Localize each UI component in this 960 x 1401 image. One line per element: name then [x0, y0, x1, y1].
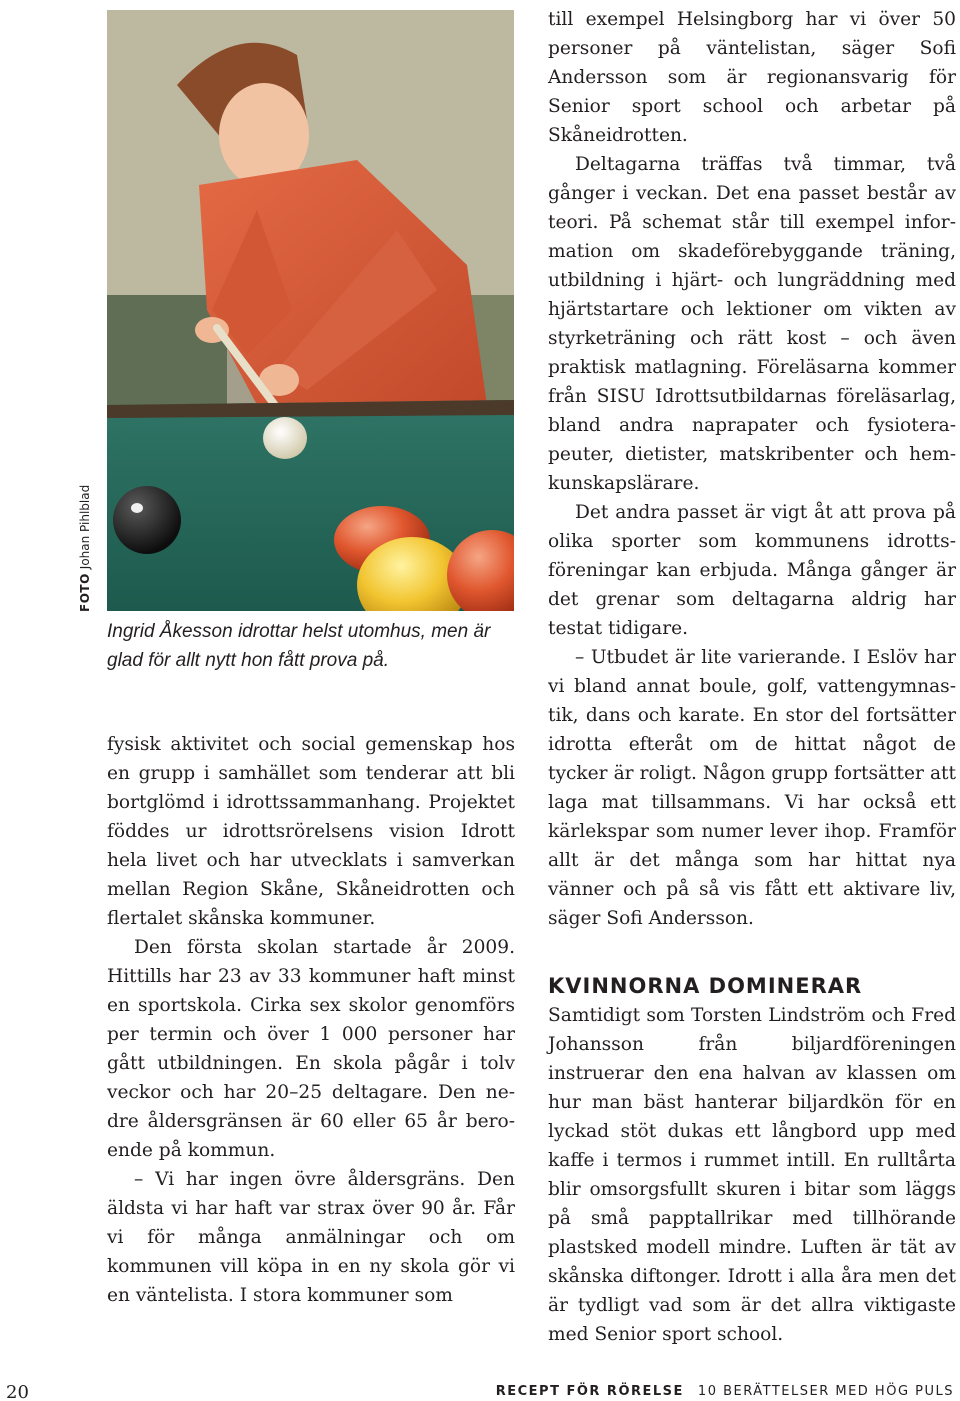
photo-credit-label: FOTO [78, 573, 92, 612]
right-paragraph-1: till exempel Helsingborg har vi över 50 personer på väntelistan, säger Sofi Andersson som är regionansvarig för Senior sport school och arbetar på Skåneidrotten. [548, 9, 956, 146]
article-column-left [107, 730, 515, 1310]
right-paragraph-4: – Utbudet är lite varierande. I Eslöv har vi bland annat boule, golf, vattengymnastik, dans och karate. En stor del fortsätter idrotta efteråt om de hittat något de tycker är roligt. Någon grupp fortsätter att laga mat tillsammans. Vi har också ett kärlekspar som numer lever ihop. Framför allt är det många som har hittat nya vänner och på så vis fått ett aktivare liv, säger Sofi Andersson. [548, 647, 956, 929]
billiards-illustration [107, 10, 514, 611]
page-number: 20 [6, 1382, 29, 1401]
left-paragraph-1: fysisk aktivitet och social gemenskap hos en grupp i samhället som tenderar att bli bortglömd i idrottssammanhang. Projektet föddes ur idrottsrörelsens vision Idrott hela livet och har utvecklats i samverkan mellan Region Skåne, Skåneidrotten och flertalet skånska kommuner. [107, 734, 515, 929]
photo-caption: Ingrid Åkesson idrottar helst utomhus, men är glad för allt nytt hon fått prova på. [107, 621, 491, 671]
footer-publication-title: 10 BERÄTTELSER MED HÖG PULS [697, 1384, 954, 1399]
left-paragraph-2: Den första skolan startade år 2009. Hittills har 23 av 33 kommuner haft minst en sportskola. Cirka sex skolor genomförs per termin och över 1 000 personer har gått utbildningen. En skola pågår i tolv veckor och har 20–25 deltagare. Den nedre åldersgränsen är 60 eller 65 år beroende på kommun. [107, 937, 515, 1161]
running-footer [496, 1384, 954, 1399]
photo-credit-name: Johan Pihlblad [78, 484, 92, 570]
article-column-right [548, 5, 956, 1349]
photo-credit [78, 485, 92, 612]
right-paragraph-2: Deltagarna träffas två timmar, två gånger i veckan. Det ena passet består av teori. På schemat står till exempel information om skadeförebyggande träning, utbildning i hjärt- och lungräddning med hjärtstartare och lektioner om vikten av styrketräning och rätt kost – och även praktisk matlagning. Föreläsarna kommer från SISU Idrottsutbildarnas föreläsarlag, bland andra naprapater och fysioterapeuter, dietister, matskribenter och hemkunskapslärare. [548, 154, 956, 494]
left-paragraph-3: – Vi har ingen övre åldersgräns. Den äldsta vi har haft var strax över 90 år. Får vi för många anmälningar och om kommunen vill köpa in en ny skola gör vi en väntelista. I stora kommuner som [107, 1169, 515, 1306]
footer-section: RECEPT FÖR RÖRELSE [495, 1384, 684, 1399]
billiards-photo [107, 10, 514, 611]
section-heading: KVINNORNA DOMINERAR [548, 974, 863, 998]
right-paragraph-3: Det andra passet är vigt åt att prova på olika sporter som kommunens idrottsföreningar kan erbjuda. Många gånger är det grenar som deltagarna aldrig har testat tidigare. [548, 502, 956, 639]
right-paragraph-5: Samtidigt som Torsten Lindström och Fred Johansson från biljardföreningen instruerar den ena halvan av klassen om hur man bäst hanterar biljardkön för en lyckad stöt dukas ett långbord upp med kaffe i termos i rummet intill. En rulltårta blir omsorgsfullt skuren i bitar som läggs på små papptallrikar med tillhörande plastsked modell mindre. Luften är tät av skånska diftonger. Idrott i alla åra men det är tydligt vad som är det allra viktigaste med Senior sport school. [548, 1005, 956, 1345]
